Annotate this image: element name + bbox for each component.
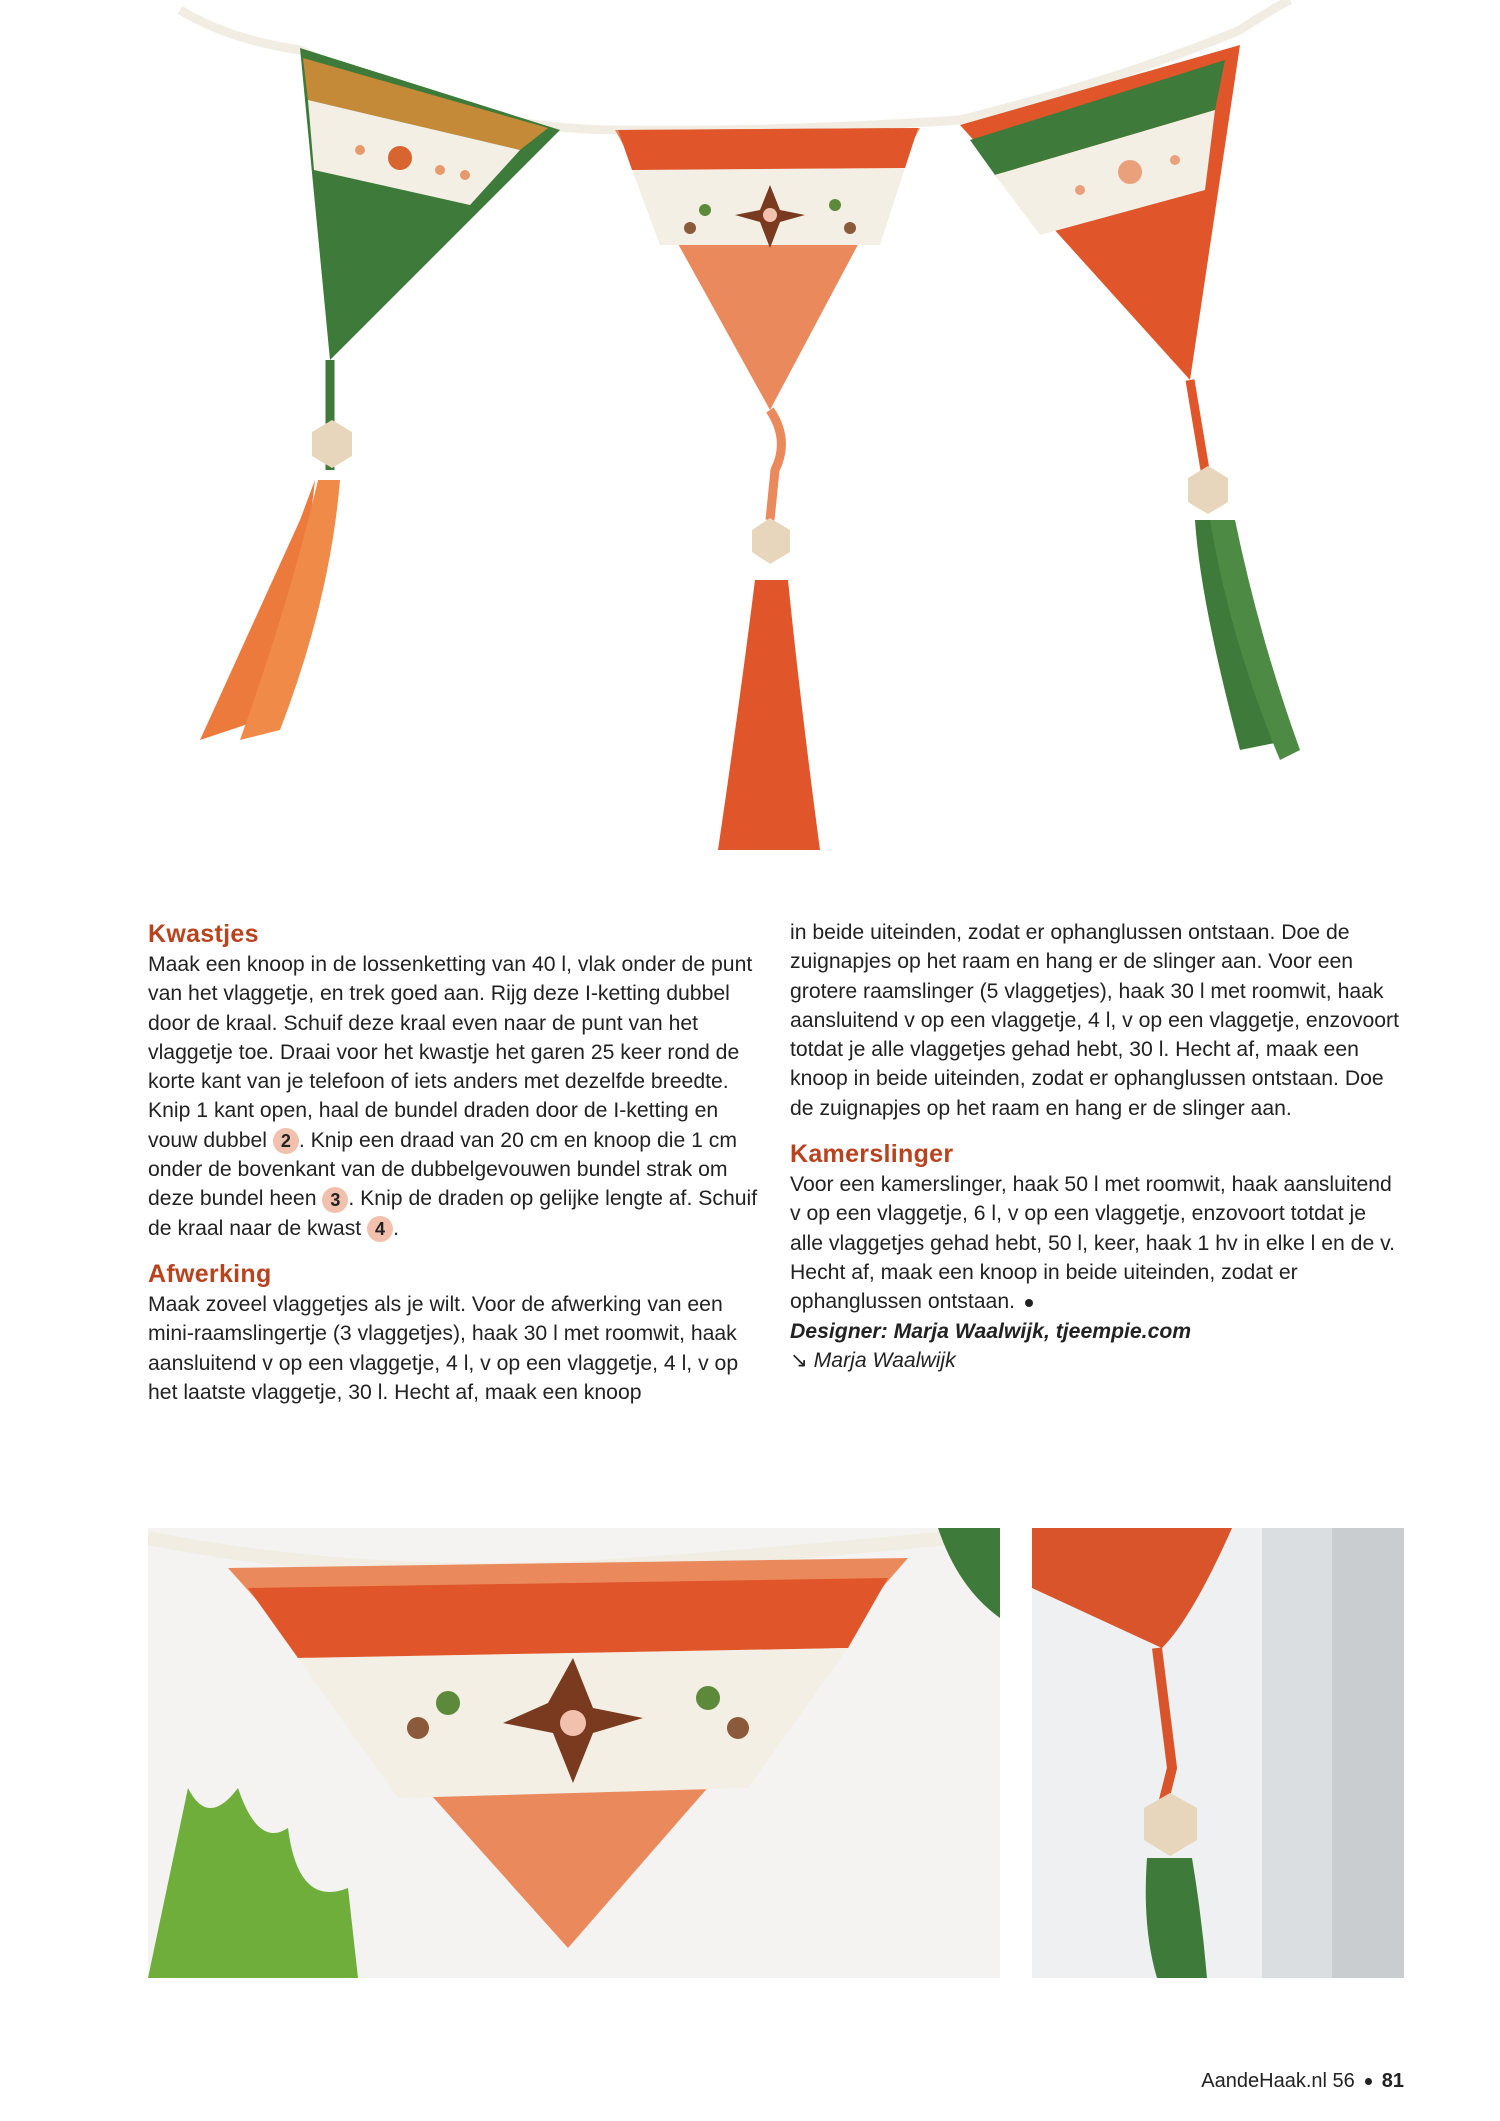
photographer-credit bbox=[790, 1346, 1402, 1375]
tassel-closeup-photo bbox=[1032, 1528, 1404, 1978]
text-column-left bbox=[148, 918, 760, 1407]
kwastjes-text-4: . bbox=[393, 1216, 399, 1240]
heading-afwerking: Afwerking bbox=[148, 1259, 272, 1288]
kwastjes-text-3: . Knip de draden op gelijke lengte af. Schuif de kraal naar de kwast bbox=[148, 1187, 758, 1240]
kwastjes-text-2: . Knip een draad van 20 cm en knoop die 1 cm onder de bovenkant van de dubbelgevouwen bundel strak om deze bundel heen bbox=[148, 1128, 738, 1211]
step-badge-4: 4 bbox=[367, 1216, 393, 1242]
page-footer bbox=[1201, 2070, 1404, 2093]
paragraph-kwastjes bbox=[148, 950, 760, 1243]
heading-kwastjes: Kwastjes bbox=[148, 920, 259, 948]
pennant-closeup-photo bbox=[148, 1528, 1000, 1978]
heading-kamerslinger: Kamerslinger bbox=[790, 1140, 954, 1169]
step-badge-3: 3 bbox=[322, 1187, 348, 1213]
bunting-photo bbox=[0, 0, 1500, 900]
magazine-name: AandeHaak.nl 56 bbox=[1201, 2070, 1355, 2092]
kamerslinger-text: Voor een kamerslinger, haak 50 l met roomwit, haak aansluitend v op een vlaggetje, 6 l, v op een vlaggetje, enzovoort totdat je alle vlaggetjes gehad hebt, 50 l, keer, haak 1 hv in elke l en de v. Hecht af, maak een knoop in beide uiteinden, zodat er ophanglussen ontstaan. bbox=[790, 1173, 1396, 1314]
designer-credit: Designer: Marja Waalwijk, tjeempie.com bbox=[790, 1319, 1192, 1343]
footer-separator bbox=[1365, 2078, 1372, 2085]
page-number: 81 bbox=[1381, 2070, 1404, 2092]
paragraph-afwerking-continued: in beide uiteinden, zodat er ophanglussen ontstaan. Doe de zuignapjes op het raam en hang er de slinger aan. Voor een grotere raamslinger (5 vlaggetjes), haak 30 l met roomwit, haak aansluitend v op een vlaggetje, 4 l, v op een vlaggetje, enzovoort totdat je alle vlaggetjes gehad hebt, 30 l. Hecht af, maak een knoop in beide uiteinden, zodat er ophanglussen ontstaan. Doe de zuignapjes op het raam en hang er de slinger aan. bbox=[790, 921, 1399, 1120]
text-column-right bbox=[790, 918, 1402, 1375]
photographer-name: Marja Waalwijk bbox=[813, 1348, 956, 1372]
kwastjes-text-1: Maak een knoop in de lossenketting van 40 l, vlak onder de punt van het vlaggetje, en trek goed aan. Rijg deze I-ketting dubbel door de kraal. Schuif deze kraal even naar de punt van het vlaggetje toe. Draai voor het kwastje het garen 25 keer rond de korte kant van je telefoon of iets anders met dezelfde breedte. Knip 1 kant open, haal de bundel draden door de I-ketting en vouw dubbel bbox=[148, 953, 753, 1152]
end-bullet bbox=[1025, 1299, 1033, 1307]
step-badge-2: 2 bbox=[273, 1128, 299, 1154]
camera-icon: ↘ bbox=[790, 1348, 808, 1372]
paragraph-kamerslinger bbox=[790, 1170, 1402, 1316]
paragraph-afwerking: Maak zoveel vlaggetjes als je wilt. Voor de afwerking van een mini-raamslingertje (3 vlaggetjes), haak 30 l met roomwit, haak aansluitend v op een vlaggetje, 4 l, v op een vlaggetje, 4 l, v op het laatste vlaggetje, 30 l. Hecht af, maak een knoop bbox=[148, 1292, 739, 1404]
